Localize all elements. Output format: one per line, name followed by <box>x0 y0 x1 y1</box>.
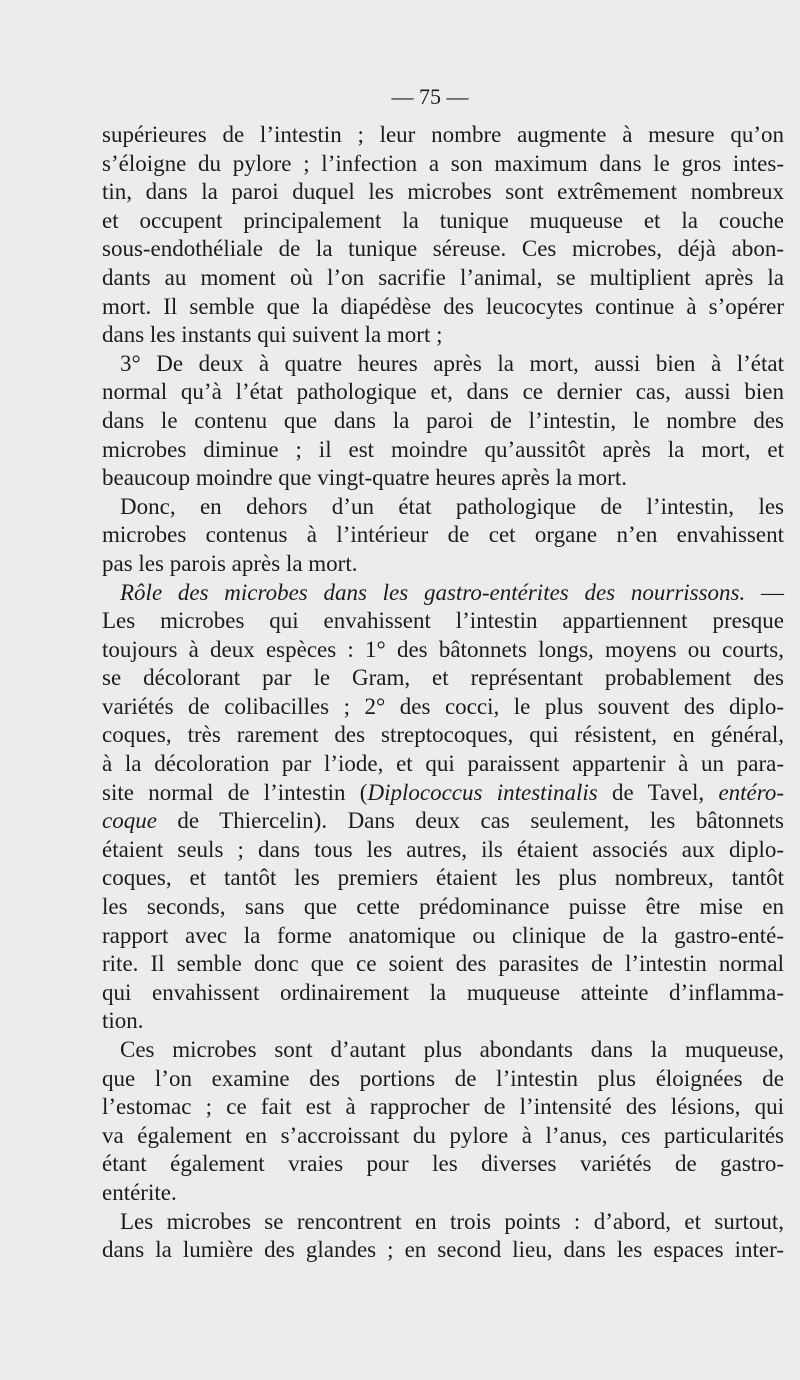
text-line: rapport avec la forme anatomique ou clinique de la gastro-enté- <box>102 922 784 948</box>
page-number: — 75 — <box>391 84 469 109</box>
text-line: variétés de colibacilles ; 2° des cocci, le plus souvent des diplo- <box>102 693 784 719</box>
text-line: Les microbes se rencontrent en trois points : d’abord, et surtout, <box>120 1208 784 1234</box>
text-line: les seconds, sans que cette prédominance puisse être mise en <box>102 894 784 920</box>
text-line: dans le contenu que dans la paroi de l’intestin, le nombre des <box>102 407 784 433</box>
text-line: coques, très rarement des streptocoques, qui résistent, en général, <box>102 722 784 748</box>
body-text <box>102 121 784 1265</box>
text-run: site normal de l’intestin ( <box>102 779 368 805</box>
text-line: pas les parois après la mort. <box>102 550 358 576</box>
text-run: de Tavel, <box>597 779 719 805</box>
text-line: et occupent principalement la tunique muqueuse et la couche <box>102 207 784 233</box>
text-line: sous-endothéliale de la tunique séreuse. Ces microbes, déjà abon- <box>102 236 784 262</box>
text-line: Ces microbes sont d’autant plus abondants dans la muqueuse, <box>120 1037 784 1062</box>
text-line: mort. Il semble que la diapédèse des leucocytes continue à s’opérer <box>102 293 784 319</box>
heading-dash: — <box>745 579 784 605</box>
text-line <box>102 807 784 836</box>
text-line: à la décoloration par l’iode, et qui paraissent appartenir à un para- <box>102 751 784 777</box>
text-line: Les microbes qui envahissent l’intestin appartiennent presque <box>102 608 784 634</box>
text-line: s’éloigne du pylore ; l’infection a son maximum dans le gros intes- <box>102 150 784 176</box>
italic-term: entéro- <box>718 779 785 805</box>
text-line <box>102 579 784 608</box>
text-line: l’estomac ; ce fait est à rapprocher de l’intensité des lésions, qui <box>102 1094 784 1120</box>
text-line: étaient seuls ; dans tous les autres, ils étaient associés aux diplo- <box>102 836 784 862</box>
text-line: 3° De deux à quatre heures après la mort, aussi bien à l’état <box>120 350 784 376</box>
text-line: qui envahissent ordinairement la muqueuse atteinte d’inflamma- <box>102 979 784 1005</box>
text-line: va également en s’accroissant du pylore à l’anus, ces particularités <box>102 1122 784 1148</box>
text-line <box>102 779 784 808</box>
text-line: dants au moment où l’on sacrifie l’animal, se multiplient après la <box>102 264 784 290</box>
italic-term: coque <box>102 808 157 834</box>
text-line: coques, et tantôt les premiers étaient les plus nombreux, tantôt <box>102 865 784 891</box>
text-line: microbes contenus à l’intérieur de cet organe n’en envahissent <box>102 522 784 548</box>
text-line: beaucoup moindre que vingt-quatre heures après la mort. <box>102 465 627 491</box>
text-line: Donc, en dehors d’un état pathologique de l’intestin, les <box>120 493 784 519</box>
text-line: étant également vraies pour les diverses variétés de gastro- <box>102 1151 784 1177</box>
text-line: tin, dans la paroi duquel les microbes sont extrêmement nombreux <box>102 179 784 205</box>
text-line: que l’on examine des portions de l’intestin plus éloignées de <box>102 1065 784 1091</box>
text-line: toujours à deux espèces : 1° des bâtonnets longs, moyens ou courts, <box>102 636 784 662</box>
text-line: microbes diminue ; il est moindre qu’aussitôt après la mort, et <box>102 436 784 462</box>
text-run: de Thiercelin). Dans deux cas seulement, les bâtonnets <box>156 808 784 834</box>
text-line: rite. Il semble donc que ce soient des parasites de l’intestin normal <box>102 951 784 977</box>
text-line: tion. <box>102 1008 144 1034</box>
text-line: dans les instants qui suivent la mort ; <box>102 322 443 348</box>
text-line: supérieures de l’intestin ; leur nombre augmente à mesure qu’on <box>102 122 784 147</box>
section-heading: Rôle des microbes dans les gastro-entérites des nourrissons. <box>120 579 746 605</box>
text-line: se décolorant par le Gram, et représentant probablement des <box>102 665 784 691</box>
italic-term: Diplococcus intestinalis <box>367 779 598 805</box>
text-line: dans la lumière des glandes ; en second lieu, dans les espaces inter- <box>102 1237 784 1263</box>
text-line: normal qu’à l’état pathologique et, dans ce dernier cas, aussi bien <box>102 379 784 405</box>
text-line: entérite. <box>102 1179 177 1205</box>
